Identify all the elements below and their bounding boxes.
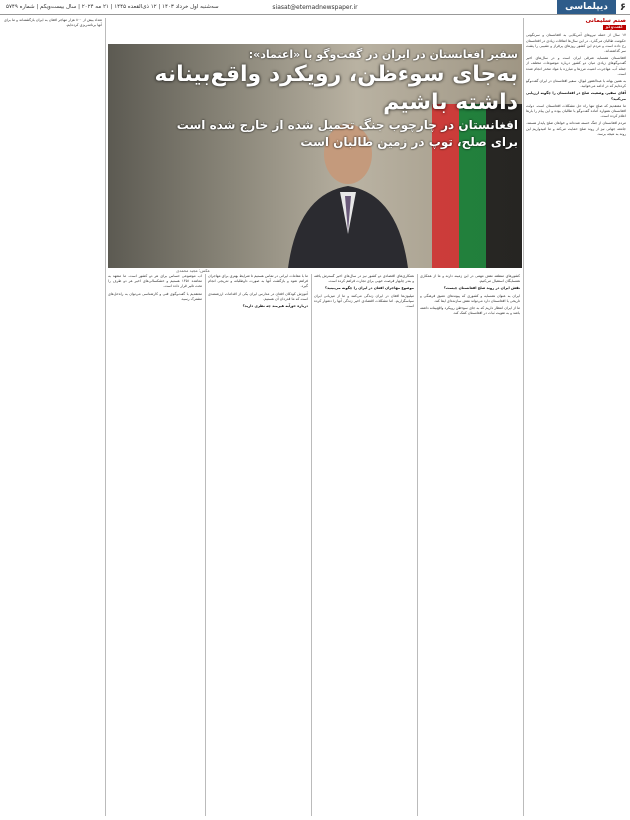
issue-line: سه‌شنبه اول خرداد ۱۴۰۳ | ۱۲ ذی‌القعده ۱۴۴۵ | ۲۱ مه ۲۰۲۴ | سال بیست‌ویکم | شماره ۵۷۴۹	[6, 4, 219, 10]
paragraph: ایران به عنوان همسایه و کشوری که پیوندهای عمیق فرهنگی و تاریخی با افغانستان دارد می‌تواند نقش سازنده‌ای ایفا کند.	[420, 293, 520, 303]
column-divider	[311, 274, 312, 816]
paragraph: میلیون‌ها افغان در ایران زندگی می‌کنند و ما از میزبانی ایران سپاسگزاریم. اما مشکلات اقتصادی اخیر زندگی آنها را دشوار کرده است.	[314, 293, 414, 309]
column-divider	[417, 274, 418, 816]
interview-photo	[108, 44, 522, 268]
article-tag: گفت‌وگو	[603, 25, 626, 30]
section-name: دیپلماسی	[557, 0, 616, 14]
question: موضوع مهاجران افغان در ایران را چگونه می‌بینید؟	[324, 286, 414, 291]
column-6	[4, 18, 102, 816]
paragraph: ما با مقامات ایرانی در تماس هستیم تا شرایط بهتری برای مهاجران فراهم شود و بازگشت آنها به صورت داوطلبانه و تدریجی انجام گیرد.	[208, 274, 308, 289]
paragraph: ۱۷ سال از حمله نیروهای آمریکایی به افغانستان و سرنگونی حکومت طالبان می‌گذرد. در این سال‌ها اتفاقات زیادی در افغانستان رخ داده است و مردم این کشور روزهای پرفراز و نشیبی را پشت سر گذاشته‌اند.	[526, 33, 626, 54]
paragraph: همکاری‌های اقتصادی دو کشور نیز در سال‌های اخیر گسترش یافته و بندر چابهار فرصت خوبی برای تجارت فراهم کرده است.	[314, 274, 414, 284]
column-divider	[523, 18, 524, 816]
column-2	[420, 274, 520, 816]
paragraph: مردم افغانستان از جنگ خسته شده‌اند و خواهان صلح پایدار هستند. جامعه جهانی نیز از روند صلح حمایت می‌کند و ما امیدواریم این روند به نتیجه برسد.	[526, 121, 626, 136]
question: آقای سفیر، وضعیت صلح در افغانستان را چگونه ارزیابی می‌کنید؟	[526, 91, 626, 101]
paragraph: افغانستان همسایه شرقی ایران است و در سال‌های اخیر گفت‌وگوهای زیادی میان دو کشور درباره موضوعات مختلف از جمله آب، مهاجرت، امنیت مرزها و مبارزه با مواد مخدر انجام شده است.	[526, 56, 626, 76]
photo-caption: عکس: مجید محمدی	[176, 268, 210, 273]
subheadline: افغانستان در چارچوب جنگ تحمیل شده از خارج شده است	[176, 118, 518, 132]
column-4	[208, 274, 308, 816]
paragraph: ما از ایران انتظار داریم که به جای سوءظن رویکرد واقع‌بینانه داشته باشد و به تقویت ثبات در افغانستان کمک کند.	[420, 306, 520, 316]
column-divider	[105, 18, 106, 816]
paragraph: آموزش کودکان افغان در مدارس ایران یکی از اقدامات ارزشمندی است که ما قدردان آن هستیم.	[208, 291, 308, 301]
column-3	[314, 274, 414, 816]
website: siasat@etemadnewspaper.ir	[272, 3, 358, 11]
paragraph: به همین بهانه با عبدالغفور لیوال، سفیر افغانستان در ایران گفت‌وگو کرده‌ایم که در ادامه می‌خوانید.	[526, 79, 626, 89]
kicker: سفیر افغانستان در ایران در گفت‌وگو با «اعتماد»:	[248, 48, 518, 61]
headline: به‌جای سوءظن، رویکرد واقع‌بینانه داشته باشیم	[154, 62, 518, 115]
page-number: ۶	[619, 1, 626, 13]
question: درباره حق‌آبه هیرمند چه نظری دارید؟	[242, 304, 308, 309]
headline-block	[114, 48, 518, 151]
column-1	[526, 18, 626, 816]
byline: صنم سلیمانی	[585, 18, 626, 24]
column-5	[108, 274, 202, 816]
page-header	[0, 0, 630, 15]
subheadline: برای صلح، توپ در زمین طالبان است	[300, 135, 518, 149]
paragraph: ما معتقدیم که صلح تنها راه حل مشکلات افغانستان است. دولت افغانستان همواره آماده گفت‌وگو با طالبان بوده و این پیام را بارها اعلام کرده است.	[526, 103, 626, 119]
paragraph: معتقدیم با گفت‌وگوی فنی و کارشناسی می‌توان به راه‌حل‌های مشترک رسید.	[108, 291, 202, 301]
paragraph: کشورهای منطقه نقش مهمی در این زمینه دارند و ما از همکاری همسایگان استقبال می‌کنیم.	[420, 274, 520, 284]
paragraph: تعداد بیش از ۸۰۰ هزار مهاجر افغان به ایران بازگشته‌اند و ما برای آنها برنامه‌ریزی کرده‌ایم.	[4, 18, 102, 28]
paragraph: آب موضوعی حساس برای هر دو کشور است. ما متعهد به معاهده ۱۳۵۱ هستیم و خشکسالی‌های اخیر هر دو طرف را تحت تاثیر قرار داده است.	[108, 274, 202, 289]
question: نقش ایران در روند صلح افغانستان چیست؟	[443, 286, 520, 291]
column-divider	[205, 274, 206, 816]
